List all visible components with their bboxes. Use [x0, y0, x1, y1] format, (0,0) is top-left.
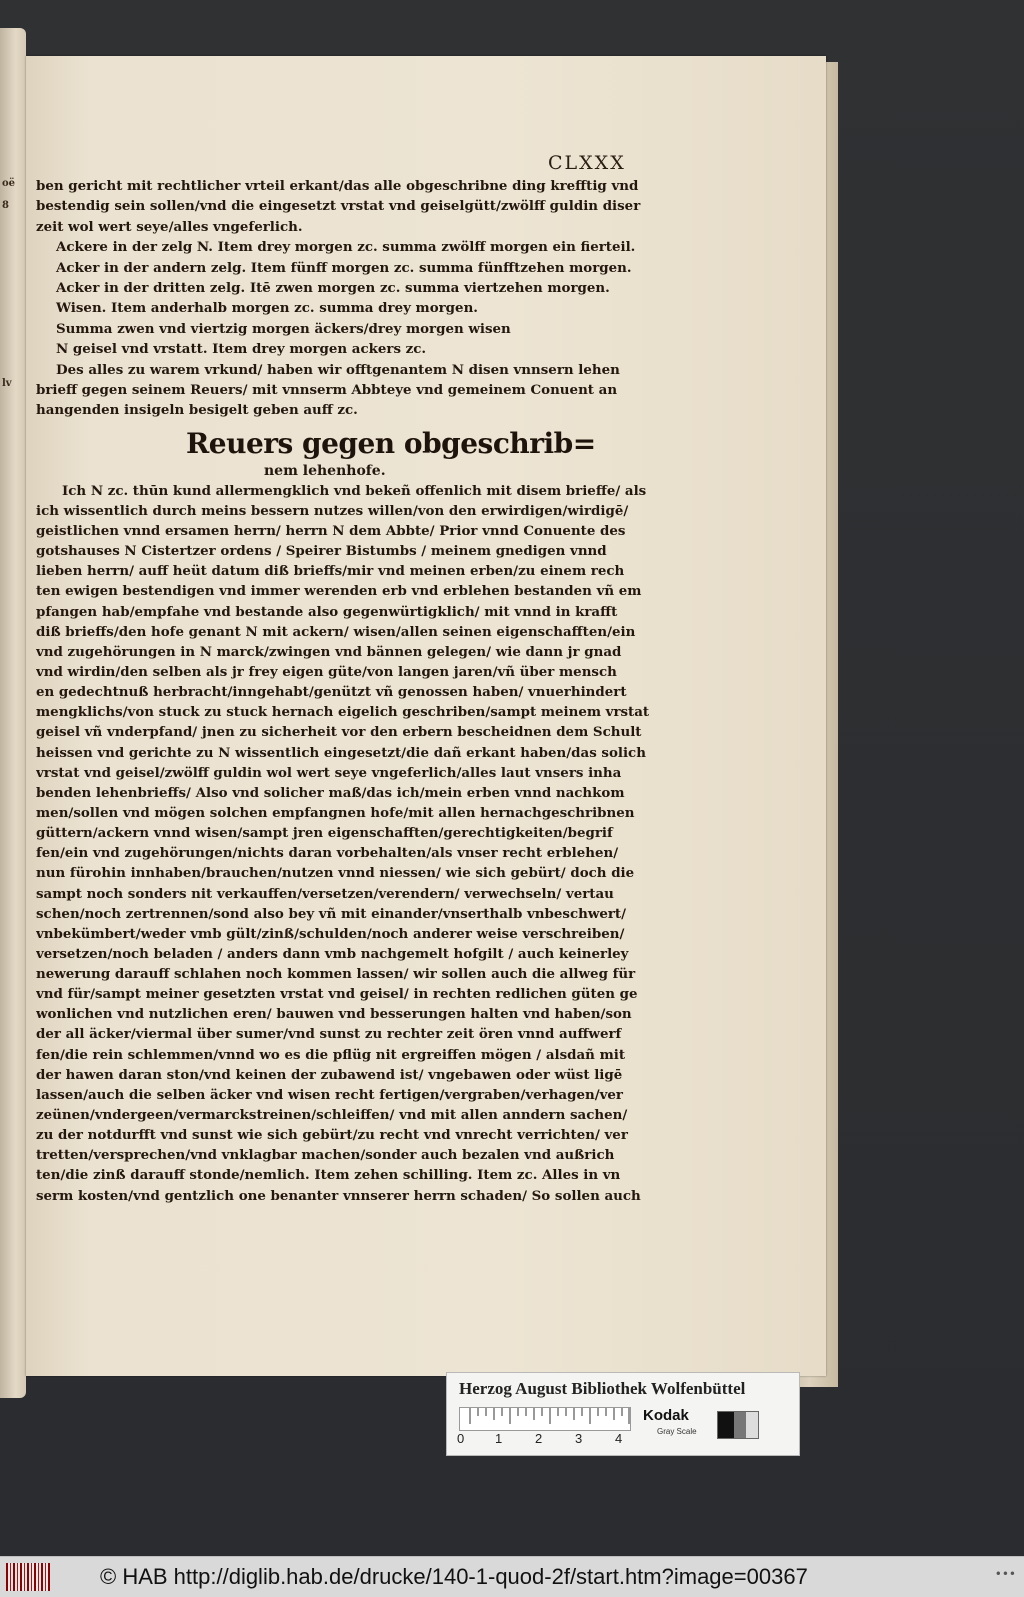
text-line: ten/die zinß darauff stonde/nemlich. Item zehen schilling. Item zc. Alles in vn — [36, 1167, 621, 1184]
ruler-number: 4 — [615, 1431, 623, 1446]
text-line: Des alles zu warem vrkund/ haben wir offtgenantem N disen vnnsern lehen — [56, 361, 620, 378]
text-line: hangenden insigeln besigelt geben auff zc. — [36, 402, 358, 419]
ruler-number: 1 — [495, 1431, 503, 1446]
text-line: vnbekümbert/weder vmb gült/zinß/schulden/noch anderer weise verschreiben/ — [36, 925, 625, 942]
ruler-number: 3 — [575, 1431, 583, 1446]
text-line: Ich N zc. thūn kund allermengklich vnd bekeñ offenlich mit disem brieffe/ als — [62, 482, 647, 499]
section-heading: Reuers gegen obgeschrib= — [186, 426, 596, 460]
copyright-url[interactable]: © HAB http://diglib.hab.de/drucke/140-1-quod-2f/start.htm?image=00367 — [100, 1564, 808, 1589]
text-line: der all äcker/viermal über sumer/vnd sunst zu rechter zeit ören vnnd auffwerf — [36, 1026, 622, 1043]
library-color-card — [446, 1372, 800, 1456]
text-line: men/sollen vnd mögen solchen empfangnen hofe/mit allen hernachgeschribnen — [36, 804, 635, 821]
text-line: lieben herrn/ auff heüt datum diß brieffs/mir vnd meinen erben/zu einem rech — [36, 563, 625, 580]
list-line: Wisen. Item anderhalb morgen zc. summa drey morgen. — [56, 300, 478, 317]
list-line: Acker in der andern zelg. Item fünff morgen zc. summa fünfftzehen morgen. — [56, 259, 632, 276]
gray-scale-label: Gray Scale — [657, 1427, 697, 1436]
text-line: benden lehenbrieffs/ Also vnd solicher maß/das ich/mein erben vnnd nachkom — [36, 784, 625, 801]
text-line: geistlichen vnnd ersamen herrn/ herrn N dem Abbte/ Prior vnnd Conuente des — [36, 522, 626, 539]
text-line: versetzen/noch beladen / anders dann vmb nachgemelt hofgilt / auch keinerley — [36, 945, 629, 962]
ruler-scale — [459, 1407, 631, 1431]
text-line: der hawen daran ston/vnd keinen der zubawend ist/ vngebawen oder wüst ligē — [36, 1066, 623, 1083]
text-line: wonlichen vnd nutzlichen eren/ bauwen vnd besserungen halten vnd haben/son — [36, 1006, 632, 1023]
section-heading-sub: nem lehenhofe. — [264, 462, 386, 479]
ruler-number: 2 — [535, 1431, 543, 1446]
text-line: güttern/ackern vnnd wisen/sampt jren eigenschafften/gerechtigkeiten/begrif — [36, 825, 613, 842]
gray-scale-swatch — [717, 1411, 759, 1439]
page-text — [36, 176, 686, 1206]
text-line: fen/die rein schlemmen/vnnd wo es die pflüg nit ergreiffen mögen / alsdañ mit — [36, 1046, 626, 1063]
more-options-icon[interactable]: ••• — [994, 1567, 1016, 1581]
kodak-brand: Kodak — [643, 1407, 689, 1424]
folio-number: CLXXX — [548, 152, 626, 174]
text-line: pfangen hab/empfahe vnd bestande also gegenwürtigklich/ mit vnnd in krafft — [36, 603, 618, 620]
body-paragraph — [36, 481, 686, 1206]
text-line: vnd für/sampt meiner gesetzten vrstat vnd geisel/ in rechten redlichen güten ge — [36, 986, 638, 1003]
margin-fragment: 8 — [2, 200, 9, 211]
ruler-number: 0 — [457, 1431, 465, 1446]
text-line: geisel vñ vnderpfand/ jnen zu sicherheit vor den erbern bescheidnen dem Schult — [36, 724, 642, 741]
text-line: schen/noch zertrennen/sond also bey vñ mit einander/vnserthalb vnbeschwert/ — [36, 905, 627, 922]
text-line: ten ewigen bestendigen vnd immer werenden erb vnd erblehen bestanden vñ em — [36, 583, 642, 600]
text-line: vrstat vnd geisel/zwölff guldin wol wert seye vngeferlich/alles laut vnsers inha — [36, 764, 622, 781]
text-line: newerung darauff schlahen noch kommen lassen/ wir sollen auch die allweg für — [36, 966, 636, 983]
text-line: en gedechtnuß herbracht/inngehabt/genützt vñ genossen haben/ vnuerhindert — [36, 684, 627, 701]
text-line: bestendig sein sollen/vnd die eingesetzt vrstat vnd geiselgütt/zwölff guldin diser — [36, 198, 641, 215]
text-line: mengklichs/von stuck zu stuck hernach eigelich geschriben/sampt meinem vrstat — [36, 704, 650, 721]
text-line: lassen/auch die selben äcker vnd wisen recht fertigen/vergraben/verhagen/ver — [36, 1086, 623, 1103]
text-line: nun fürohin innhaben/brauchen/nutzen vnnd niessen/ wie sich gebürt/ doch die — [36, 865, 635, 882]
text-line: zu der notdurfft vnd sunst wie sich gebürt/zu recht vnd vnrecht verrichten/ ver — [36, 1127, 628, 1144]
text-line: vnd zugehörungen in N marck/zwingen vnd bännen gelegen/ wie dann jr gnad — [36, 643, 622, 660]
text-line: vnd wirdin/den selben als jr frey eigen güte/von langen jaren/vñ über mensch — [36, 663, 617, 680]
list-line: Summa zwen vnd viertzig morgen äckers/drey morgen wisen — [56, 320, 511, 337]
text-line: sampt noch sonders nit verkauffen/versetzen/verendern/ verwechseln/ vertau — [36, 885, 614, 902]
text-line: ben gericht mit rechtlicher vrteil erkant/das alle obgeschribne ding krefftig vnd — [36, 178, 639, 194]
facing-page-edge — [0, 28, 26, 1398]
hab-logo-icon — [6, 1563, 50, 1591]
text-line: tretten/verspre​chen/vnd vnklagbar machen/sonder auch bezalen vnd außrich — [36, 1147, 615, 1164]
viewer-footer — [0, 1556, 1024, 1597]
library-name: Herzog August Bibliothek Wolfenbüttel — [459, 1379, 746, 1398]
ruler-ticks-icon — [460, 1408, 630, 1430]
margin-fragment: lv — [2, 378, 12, 389]
text-line: brieff gegen seinem Reuers/ mit vnnserm Abbteye vnd gemeinem Conuent an — [36, 381, 618, 398]
text-line: gotshauses N Cistertzer ordens / Speirer Bistumbs / meinem gnedigen vnnd — [36, 543, 607, 560]
text-line: ich wissentlich durch meins bessern nutzes willen/von den erwirdigen/wirdigē/ — [36, 502, 629, 519]
margin-fragment: oë — [2, 178, 16, 189]
text-line: zeünen/vndergeen/vermarckstreinen/schleiffen/ vnd mit allen anndern sachen/ — [36, 1107, 628, 1124]
text-line: heissen vnd gerichte zu N wissentlich eingesetzt/die dañ erkant haben/das solich — [36, 744, 646, 761]
list-line: N geisel vnd vrstatt. Item drey morgen ackers zc. — [56, 341, 427, 358]
text-line: zeit wol wert seye/alles vngeferlich. — [36, 218, 303, 235]
text-line: diß brieffs/den hofe genant N mit ackern/ wisen/allen seinen eigenschafften/ein — [36, 623, 636, 640]
text-line: fen/ein vnd zugehörungen/nichts daran vorbehalten/als vnser recht erblehen/ — [36, 845, 619, 862]
list-line: Acker in der dritten zelg. Itē zwen morgen zc. summa viertzehen morgen. — [56, 279, 610, 296]
text-line: serm kosten/vnd gentzlich one benanter vnnserer herrn schaden/ So sollen auch — [36, 1187, 641, 1204]
list-line: Ackere in der zelg N. Item drey morgen zc. summa zwölff morgen ein fierteil. — [56, 239, 636, 256]
